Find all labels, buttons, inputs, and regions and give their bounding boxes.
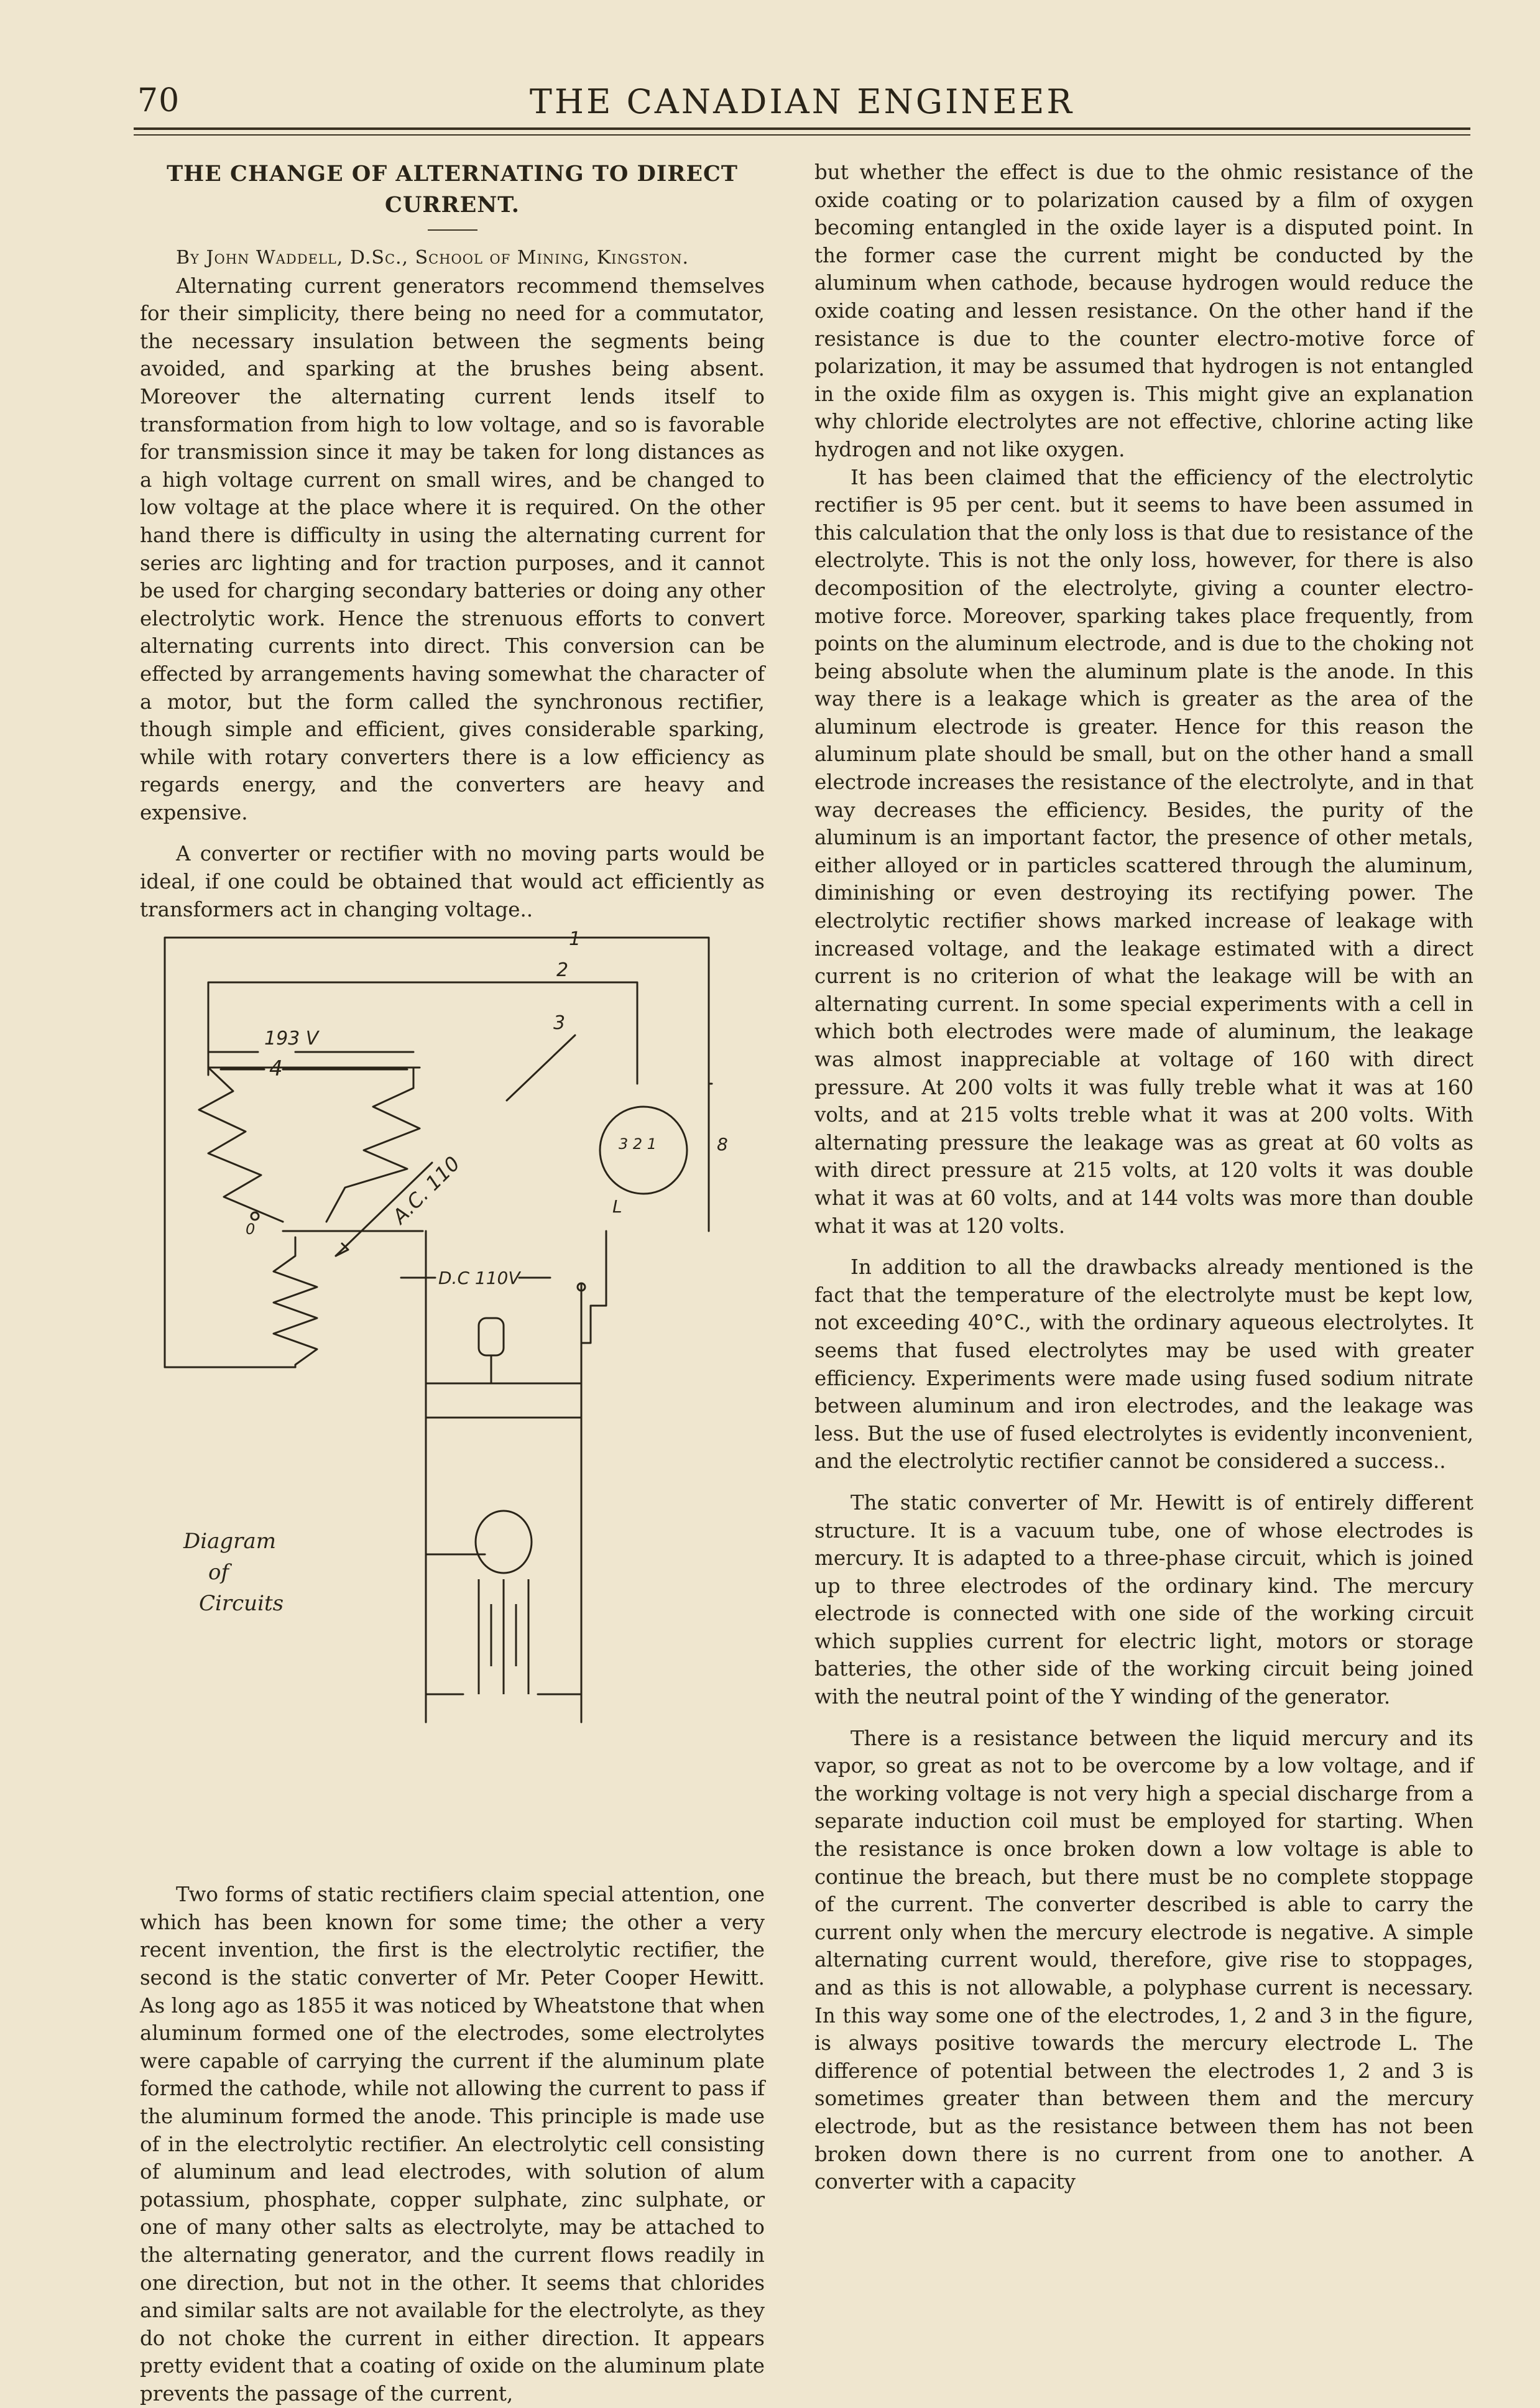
wire-label-2: 2 [556, 959, 569, 981]
paragraph: A converter or rectifier with no moving parts would be ideal, if one could be obtained that would act efficiently as transformers act in changing voltage.. [140, 842, 765, 921]
neutral-label: 0 [246, 1220, 256, 1238]
tube-8-label: 8 [717, 1134, 728, 1155]
title-divider [428, 229, 477, 231]
running-title: THE CANADIAN ENGINEER [529, 82, 1075, 121]
page-header [134, 82, 1470, 132]
header-rule [134, 127, 1470, 130]
paragraph: but whether the effect is due to the ohmic resistance of the oxide coating or to polarization caused by a film of oxygen becoming entangled in the oxide layer is a disputed point. In the former case the current might be conducted by the aluminum when cathode, because hydrogen would reduce the oxide coating and lessen resistance. On the other hand if the resistance is due to the counter electro-motive force of polarization, it may be assumed that hydrogen is not entangled in the oxide film as oxygen is. This might give an explanation why chloride electrolytes are not effective, chlorine acting like hydrogen and not like oxygen. [814, 160, 1473, 461]
right-column [814, 159, 1473, 2196]
switch-handle [479, 1318, 504, 1355]
ac-label: A.C. 110 [387, 1151, 465, 1229]
tube-electrode-labels: 3 2 1 [619, 1135, 657, 1153]
paragraph: In addition to all the drawbacks already mentioned is the fact that the temperature of the electrolyte must be kept low, not exceeding 40°C., with the ordinary aqueous electrolytes. It seems that fused electrolytes may be used with greater efficiency. Experiments were made using fused sodium nitrate between aluminum and iron electrodes, and the leakage was less. But the use of fused electrolytes is evidently inconvenient, and the electrolytic rectifier cannot be considered a success.. [814, 1255, 1473, 1474]
caption-line-2: of [208, 1560, 229, 1585]
paragraph: There is a resistance between the liquid mercury and its vapor, so great as not to be overcome by a low voltage, and if the working voltage is not very high a special discharge from a separate induction coil must be employed for starting. When the resistance is once broken down a low voltage is able to continue the breach, but there must be no complete stoppage of the current. The converter described is able to carry the current only when the mercury electrode is negative. A simple alternating current would, therefore, give rise to stoppages, and as this is not allowable, a polyphase current is necessary. In this way some one of the electrodes, 1, 2 and 3 in the figure, is always positive towards the mercury electrode L. The difference of potential between the electrodes 1, 2 and 3 is sometimes greater than between them and the mercury electrode, but as the resistance between them has not been broken down there is no current from one to another. A converter with a capacity [814, 1726, 1473, 2194]
figure-labels [183, 928, 728, 1616]
resistance-zigzag [274, 1237, 317, 1367]
caption-line-3: Circuits [199, 1591, 284, 1616]
left-winding [199, 1068, 283, 1222]
circuit-diagram [140, 920, 765, 1741]
article-title: THE CHANGE OF ALTERNATING TO DIRECT CURRENT. [167, 161, 738, 218]
wire-3-arrow [507, 1035, 575, 1100]
wire-label-1: 1 [569, 928, 581, 950]
neutral-point [251, 1212, 259, 1220]
paragraph: Alternating current generators recommend themselves for their simplicity, there being no need for a commutator, the necessary insulation between the segments being avoided, and sparking at the brushes being absent. Moreover the alternating current lends itself to transformation from high to low voltage, and so is favorable for transmission since it may be taken for long distances as a high voltage current on small wires, and be changed to low voltage at the place where it is required. On the other hand there is difficulty in using the alternating current for series arc lighting and for traction purposes, and it cannot be used for charging secondary batteries or doing any other electrolytic work. Hence the strenuous efforts to convert alternating currents into direct. This conversion can be effected by arrangements having somewhat the character of a motor, but the form called the synchronous rectifier, though simple and efficient, gives considerable sparking, while with rotary converters there is a low efficiency as regards energy, and the converters are heavy and expensive. [140, 274, 765, 824]
dc-label: D.C 110V [438, 1268, 520, 1288]
caption-line-1: Diagram [183, 1529, 276, 1554]
circuit-diagram-svg [140, 920, 765, 1741]
page-number: 70 [137, 82, 180, 119]
header-rule-thin [134, 134, 1470, 136]
wire-label-3: 3 [553, 1012, 566, 1034]
paragraph: It has been claimed that the efficiency of the electrolytic rectifier is 95 per cent. but it seems to have been assumed in this calculation that the only loss is that due to resistance of the electrolyte. This is not the only loss, however, for there is also decomposition of the electrolyte, giving a counter electro-motive force. Moreover, sparking takes place frequently, from points on the aluminum electrode, and is due to the choking not being absolute when the aluminum plate is the anode. In this way there is a leakage which is greater as the area of the aluminum electrode is greater. Hence for this reason the aluminum plate should be small, but on the other hand a small electrode increases the resistance of the electrolyte, and in that way decreases the efficiency. Besides, the purity of the aluminum is an important factor, the presence of other metals, either alloyed or in particles scattered through the aluminum, diminishing or even destroying its rectifying power. The electrolytic rectifier shows marked increase of leakage with increased voltage, and the leakage estimated with a direct current is no criterion of what the leakage will be with an alternating current. In some special experiments with a cell in which both electrodes were made of aluminum, the leakage was almost inappreciable at voltage of 160 with direct pressure. At 200 volts it was fully treble what it was at 160 volts, and at 215 volts treble what it was at 200 volts. With alternating pressure the leakage was as great at 60 volts as with direct pressure at 215 volts, at 120 volts it was double what it was at 60 volts, and at 144 volts was more than double what it was at 120 volts. [814, 465, 1473, 1238]
mercury-label: L [612, 1196, 622, 1217]
paragraph: The static converter of Mr. Hewitt is of entirely different structure. It is a vacuum tube, one of whose electrodes is mercury. It is adapted to a three-phase circuit, which is joined up to three electrodes of the ordinary kind. The mercury electrode is connected with one side of the working circuit which supplies current for electric light, motors or storage batteries, the other side of the working circuit being joined with the neutral point of the Y winding of the generator. [814, 1490, 1473, 1709]
byline: By John Waddell, D.Sc., School of Mining, Kingston. [176, 247, 689, 269]
motor-circle [476, 1511, 532, 1573]
voltage-label: 193 V [264, 1028, 319, 1049]
paragraph: Two forms of static rectifiers claim special attention, one which has been known for some time; the other a very recent invention, the first is the electrolytic rectifier, the second is the static converter of Mr. Peter Cooper Hewitt. As long ago as 1855 it was noticed by Wheatstone that when aluminum formed one of the electrodes, some electrolytes were capable of carrying the current if the aluminum plate formed the cathode, while not allowing the current to pass if the aluminum formed the anode. This principle is made use of in the electrolytic rectifier. An electrolytic cell consisting of aluminum and lead electrodes, with solution of alum potassium, phosphate, copper sulphate, zinc sulphate, or one of many other salts as electrolyte, may be attached to the alternating generator, and the current flows readily in one direction, but not in the other. It seems that chlorides and similar salts are not available for the electrolyte, as they do not choke the current in either direction. It appears pretty evident that a coating of oxide on the aluminum plate prevents the passage of the current, [140, 1883, 765, 2406]
winding-label: 4 [269, 1056, 283, 1081]
